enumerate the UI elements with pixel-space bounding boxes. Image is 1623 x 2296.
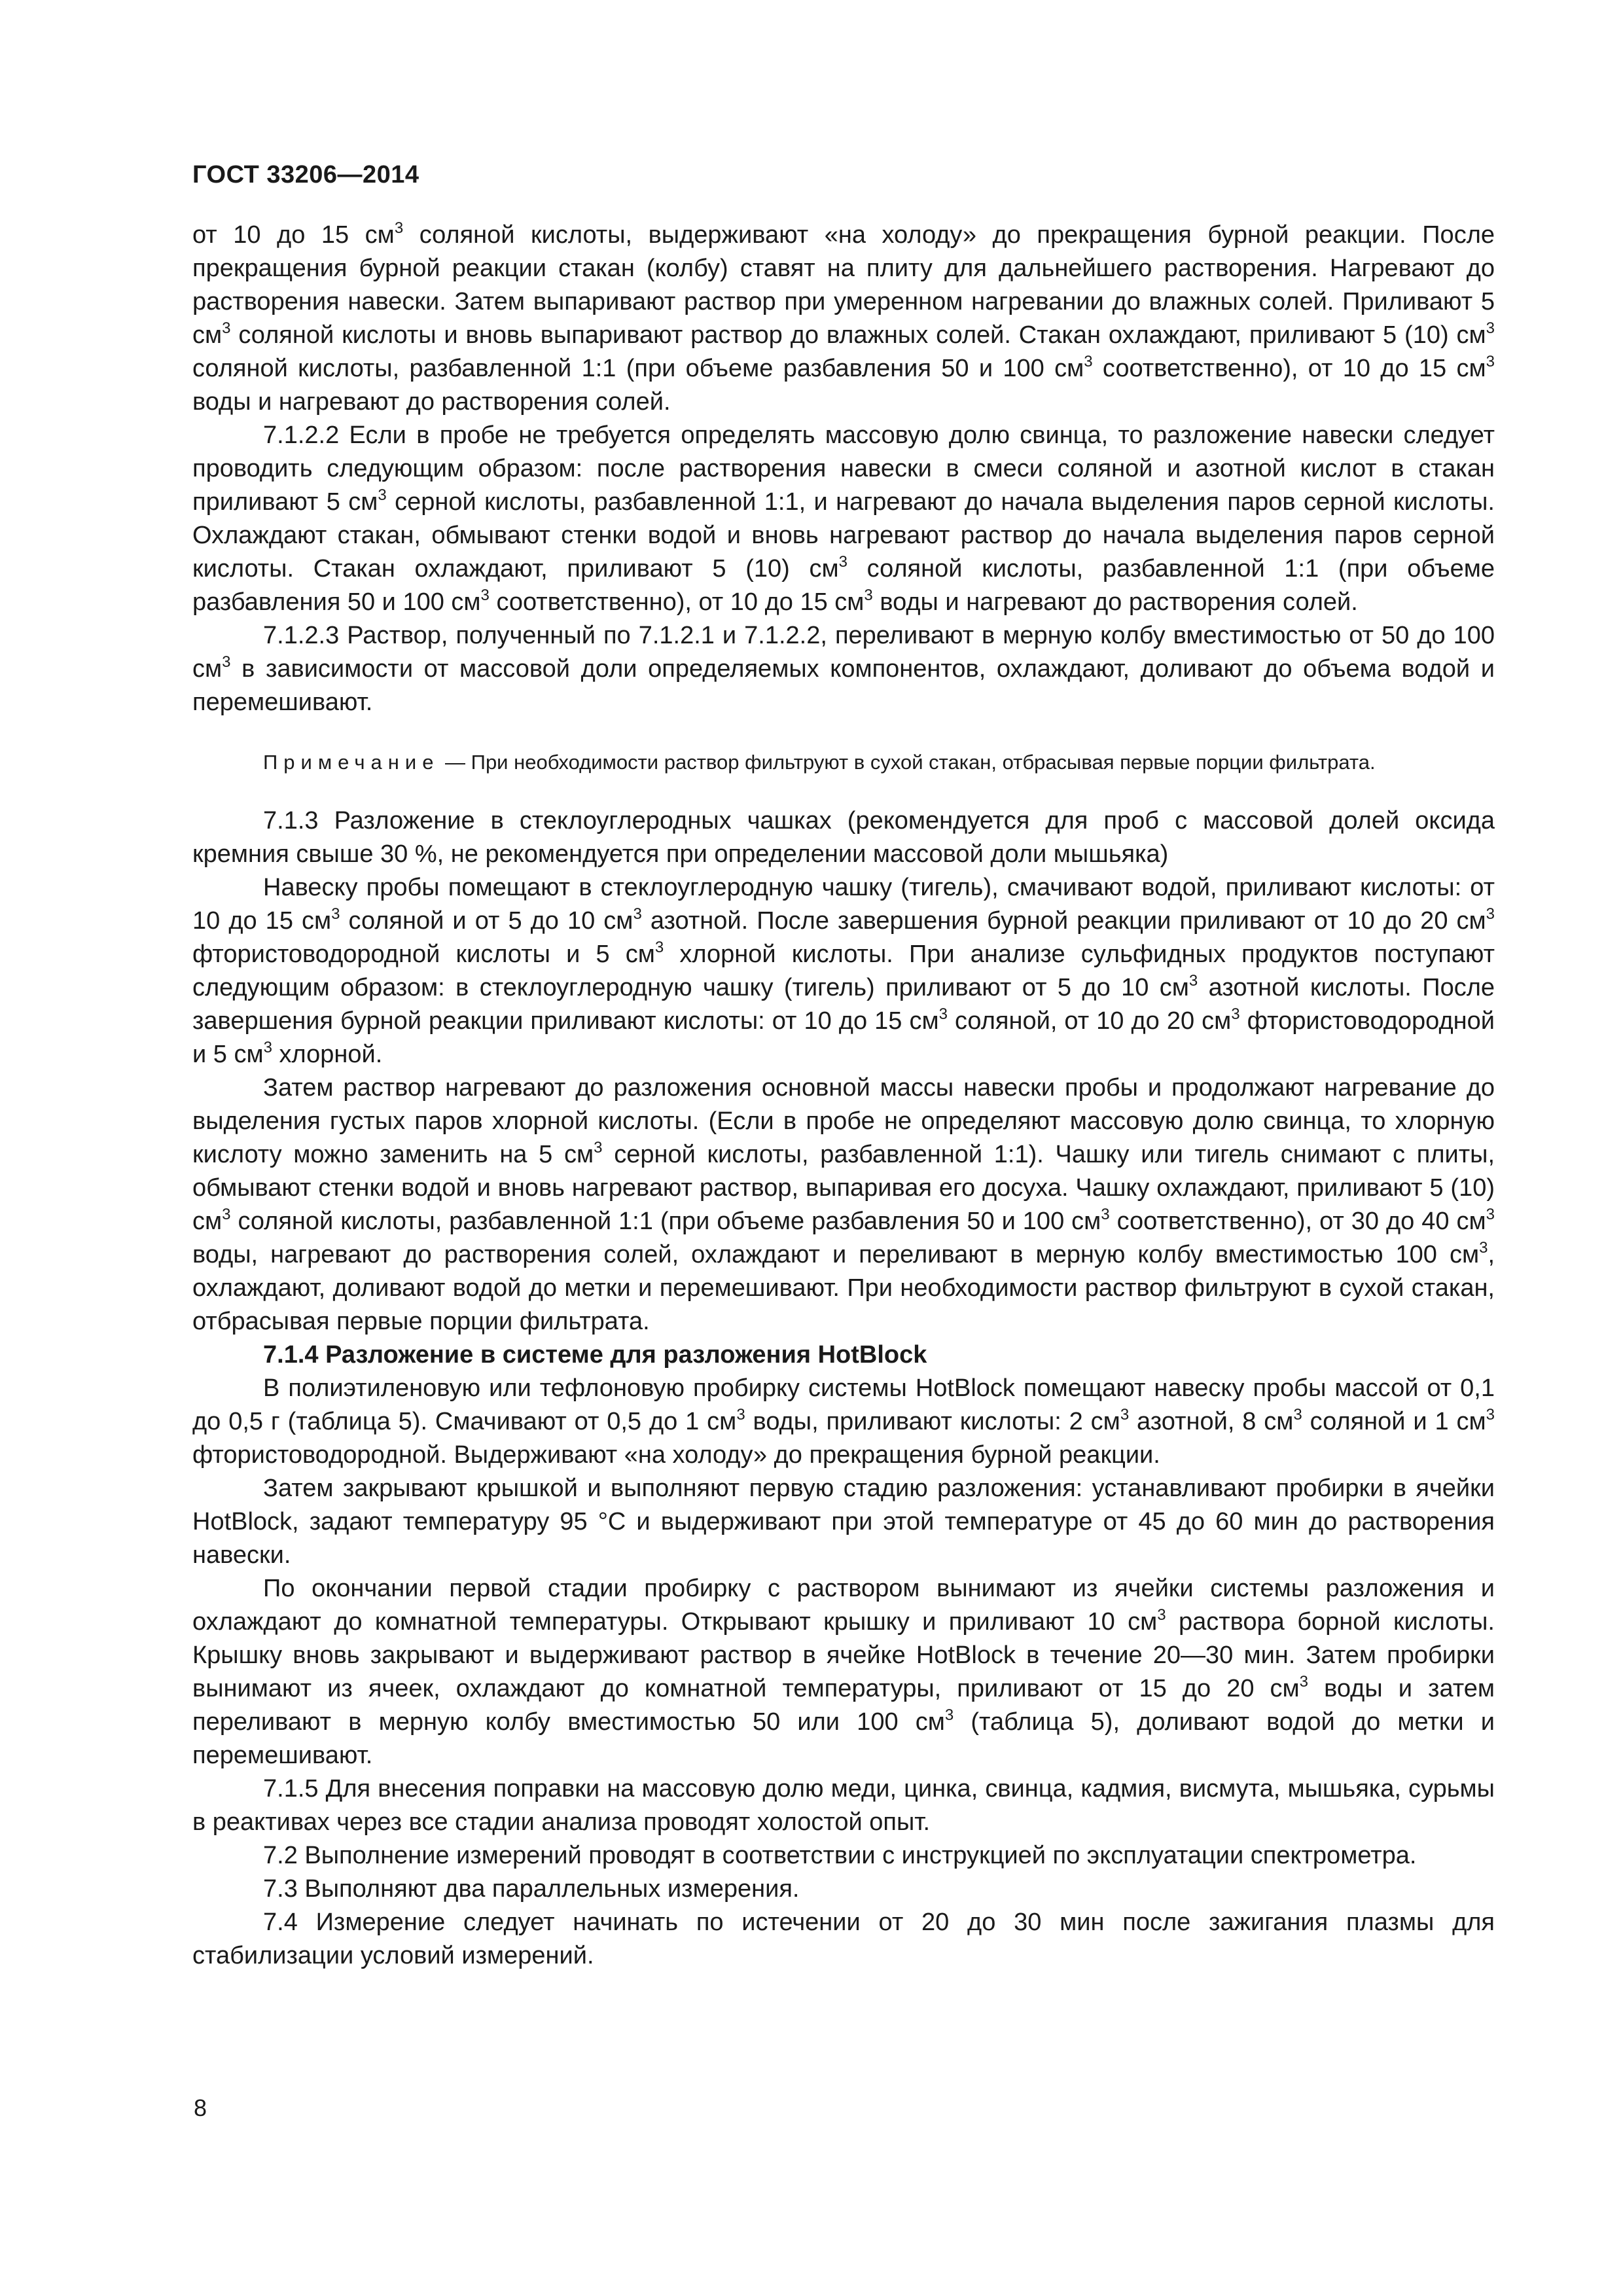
paragraph: По окончании первой стадии пробирку с раствором вынимают из ячейки системы разложения и охлаждают до комнатной температуры. Открывают крышку и приливают 10 $см^3$ раствора борной кислоты. Крышку вновь закрывают и выдерживают раствор в ячейке HotBlock в течение 20—30 мин. Затем пробирки вынимают из ячеек, охлаждают до комнатной температуры, приливают от 15 до 20 $см^3$ воды и затем переливают в мерную колбу вместимостью 50 или 100 $см^3$ (таблица 5), доливают водой до метки и перемешивают. bbox=[192, 1575, 1495, 1769]
paragraph: Затем раствор нагревают до разложения основной массы навески пробы и продолжают нагревание до выделения густых паров хлорной кислоты. (Если в пробе не определяют массовую долю свинца, то хлорную кислоту можно заменить на 5 $см^3$ серной кислоты, разбавленной 1:1). Чашку или тигель снимают с плиты, обмывают стенки водой и вновь нагревают раствор, выпаривая его досуха. Чашку охлаждают, приливают 5 (10) $см^3$ соляной кислоты, разбавленной 1:1 (при объеме разбавления 50 и 100 $см^3$ соответственно), от 30 до 40 $см^3$ воды, нагревают до растворения солей, охлаждают и переливают в мерную колбу вместимостью 100 $см^3$, охлаждают, доливают водой до метки и перемешивают. При необходимости раствор фильтруют в сухой стакан, отбрасывая первые порции фильтрата. bbox=[192, 1074, 1495, 1335]
paragraph: Навеску пробы помещают в стеклоуглеродную чашку (тигель), смачивают водой, приливают кислоты: от 10 до 15 $см^3$ соляной и от 5 до 10 $см^3$ азотной. После завершения бурной реакции приливают от 10 до 20 $см^3$ фтористоводородной кислоты и 5 $см^3$ хлорной кислоты. При анализе сульфидных продуктов поступают следующим образом: в стеклоуглеродную чашку (тигель) приливают от 5 до 10 $см^3$ азотной кислоты. После завершения бурной реакции приливают кислоты: от 10 до 15 $см^3$ соляной, от 10 до 20 $см^3$ фтористоводородной и 5 $см^3$ хлорной. bbox=[192, 874, 1495, 1068]
paragraph: 7.3 Выполняют два параллельных измерения. bbox=[263, 1875, 800, 1903]
paragraph: 7.1.2.2 Если в пробе не требуется определять массовую долю свинца, то разложение навески следует проводить следующим образом: после растворения навески в смеси соляной и азотной кислот в стакан приливают 5 $см^3$ серной кислоты, разбавленной 1:1, и нагревают до начала выделения паров серной кислоты. Охлаждают стакан, обмывают стенки водой и вновь нагревают раствор до начала выделения паров серной кислоты. Стакан охлаждают, приливают 5 (10) $см^3$ соляной кислоты, разбавленной 1:1 (при объеме разбавления 50 и 100 $см^3$ соответственно), от 10 до 15 $см^3$ воды и нагревают до растворения солей. bbox=[192, 422, 1495, 616]
paragraph: В полиэтиленовую или тефлоновую пробирку системы HotBlock помещают навеску пробы массой от 0,1 до 0,5 г (таблица 5). Смачивают от 0,5 до 1 $см^3$ воды, приливают кислоты: 2 $см^3$ азотной, 8 $см^3$ соляной и 1 $см^3$ фтористоводородной. Выдерживают «на холоду» до прекращения бурной реакции. bbox=[192, 1374, 1495, 1469]
paragraph: 7.4 Измерение следует начинать по истечении от 20 до 30 мин после зажигания плазмы для стабилизации условий измерений. bbox=[192, 1909, 1495, 1969]
document-header: ГОСТ 33206—2014 bbox=[192, 161, 419, 188]
page-number: 8 bbox=[194, 2094, 207, 2121]
paragraph: 7.2 Выполнение измерений проводят в соответствии с инструкцией по эксплуатации спектрометра. bbox=[263, 1842, 1417, 1869]
paragraph: Затем закрывают крышкой и выполняют первую стадию разложения: устанавливают пробирки в ячейки HotBlock, задают температуру 95 °С и выдерживают при этой температуре от 45 до 60 мин до растворения навески. bbox=[192, 1475, 1495, 1569]
note-label: Примечание bbox=[263, 751, 440, 774]
note: Примечание — При необходимости раствор фильтруют в сухой стакан, отбрасывая первые порции фильтрата. bbox=[263, 751, 1376, 774]
paragraph: 7.1.5 Для внесения поправки на массовую долю меди, цинка, свинца, кадмия, висмута, мышьяка, сурьмы в реактивах через все стадии анализа проводят холостой опыт. bbox=[192, 1775, 1495, 1836]
document-body bbox=[192, 219, 1495, 1973]
paragraph: 7.1.3 Разложение в стеклоуглеродных чашках (рекомендуется для проб с массовой долей оксида кремния свыше 30 %, не рекомендуется при определении массовой доли мышьяка) bbox=[192, 807, 1495, 868]
paragraph: 7.1.2.3 Раствор, полученный по 7.1.2.1 и 7.1.2.2, переливают в мерную колбу вместимостью от 50 до 100 $см^3$ в зависимости от массовой доли определяемых компонентов, охлаждают, доливают до объема водой и перемешивают. bbox=[192, 622, 1495, 716]
section-heading: 7.1.4 Разложение в системе для разложения HotBlock bbox=[263, 1341, 927, 1369]
paragraph: от 10 до 15 $см^3$ соляной кислоты, выдерживают «на холоду» до прекращения бурной реакции. После прекращения бурной реакции стакан (колбу) ставят на плиту для дальнейшего растворения. Нагревают до растворения навески. Затем выпаривают раствор при умеренном нагревании до влажных солей. Приливают 5 $см^3$ соляной кислоты и вновь выпаривают раствор до влажных солей. Стакан охлаждают, приливают 5 (10) $см^3$ соляной кислоты, разбавленной 1:1 (при объеме разбавления 50 и 100 $см^3$ соответственно), от 10 до 15 $см^3$ воды и нагревают до растворения солей. bbox=[192, 219, 1495, 416]
